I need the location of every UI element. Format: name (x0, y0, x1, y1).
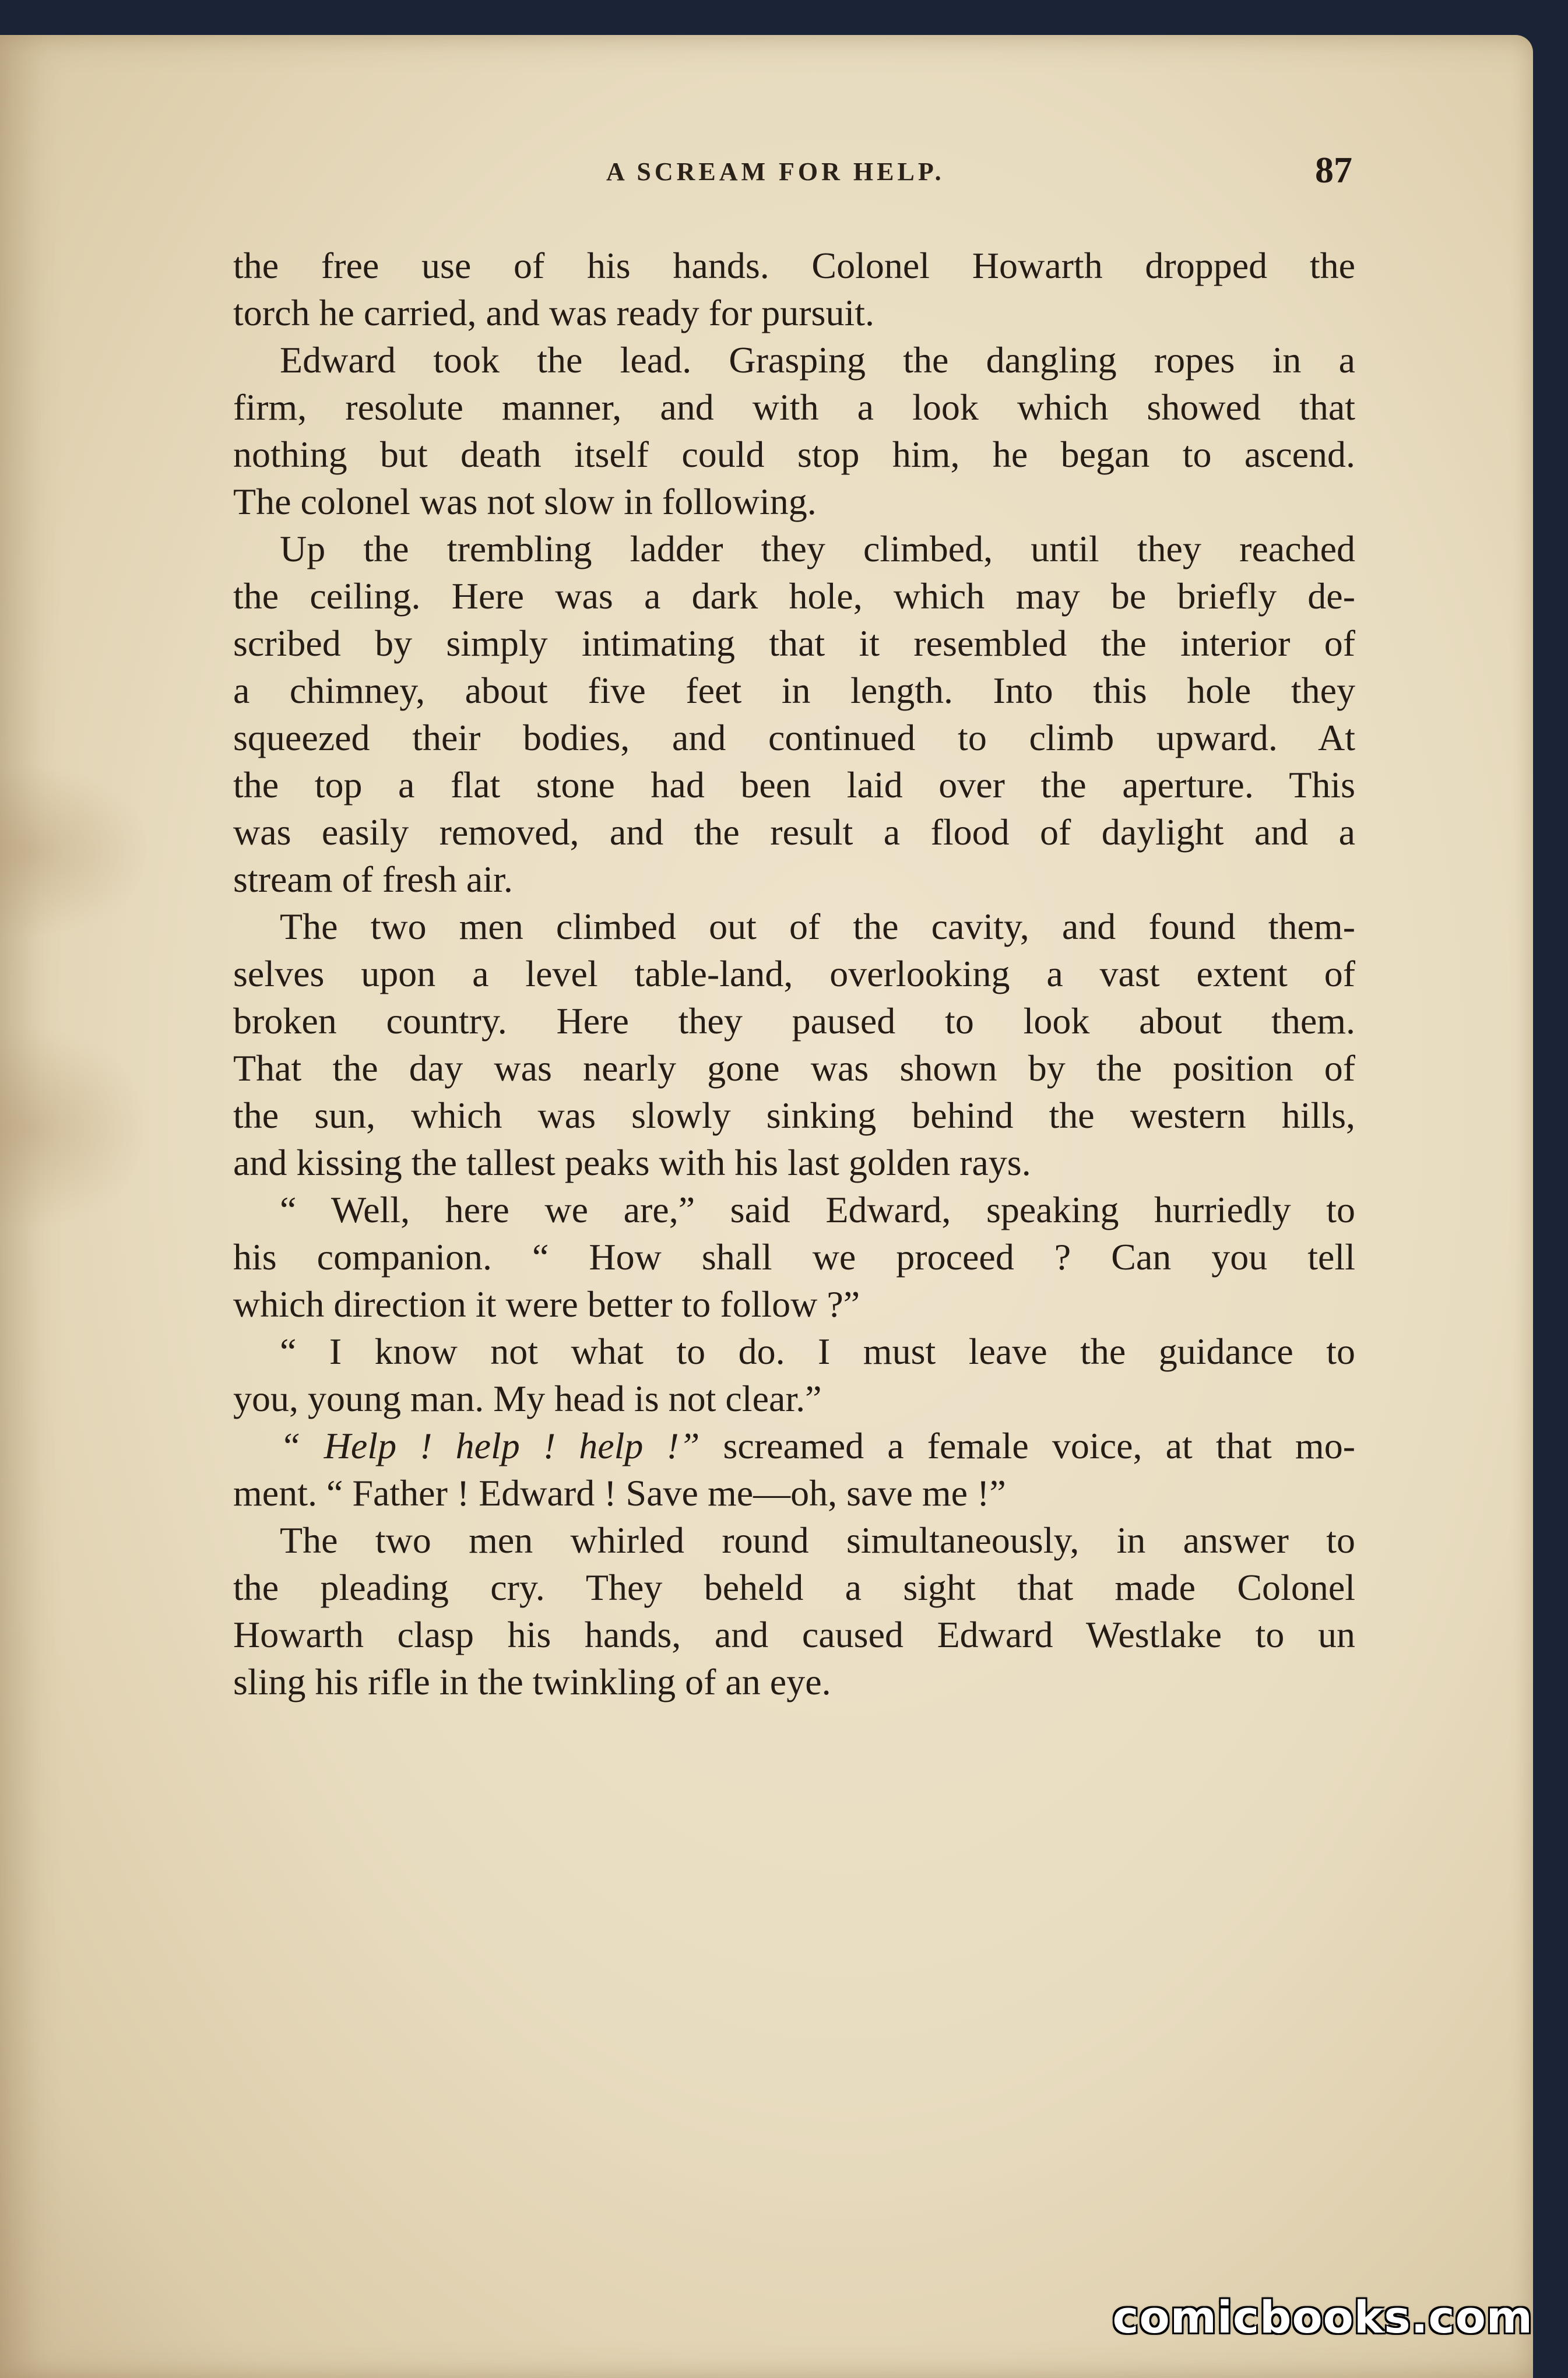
paragraph (233, 525, 1355, 903)
text-line: which direction it were better to follow ?” (233, 1283, 860, 1325)
text-line: The colonel was not slow in following. (233, 481, 817, 522)
running-head (233, 149, 1352, 201)
italic-exclamation: “ Help ! help ! help !” (280, 1425, 700, 1466)
text-line (233, 1422, 1355, 1469)
text-line: a chimney, about five feet in length. Into this hole they (233, 670, 1355, 711)
paper-stain (0, 764, 152, 938)
paragraph (233, 1186, 1355, 1328)
paragraph (233, 336, 1355, 525)
text-line: and kissing the tallest peaks with his last golden rays. (233, 1142, 1031, 1183)
watermark: comicbooks.com (1112, 2291, 1533, 2343)
text-line: squeezed their bodies, and continued to climb upward. At (233, 717, 1355, 758)
body-text (233, 242, 1355, 1705)
text-line: stream of fresh air. (233, 859, 513, 900)
paragraph (233, 1422, 1355, 1517)
text-line: “ Well, here we are,” said Edward, speaking hurriedly to (280, 1189, 1355, 1230)
text-line: you, young man. My head is not clear.” (233, 1378, 822, 1419)
text-line: broken country. Here they paused to look about them. (233, 1000, 1355, 1042)
text-span: screamed a female voice, at that mo- (699, 1425, 1355, 1466)
text-line: “ I know not what to do. I must leave the guidance to (280, 1331, 1355, 1372)
text-line: Howarth clasp his hands, and caused Edward Westlake to un (233, 1614, 1355, 1655)
page-number: 87 (1315, 149, 1352, 191)
text-line: That the day was nearly gone was shown by the position of (233, 1047, 1355, 1089)
paragraph (233, 1517, 1355, 1705)
text-line: The two men whirled round simultaneously, in answer to (280, 1519, 1355, 1561)
text-line: the pleading cry. They beheld a sight that made Colonel (233, 1567, 1355, 1608)
text-line: scribed by simply intimating that it resembled the interior of (233, 622, 1355, 664)
text-line: The two men climbed out of the cavity, and found them- (280, 906, 1355, 947)
text-line: nothing but death itself could stop him, he began to ascend. (233, 434, 1355, 475)
paragraph (233, 242, 1355, 336)
text-line: torch he carried, and was ready for pursuit. (233, 292, 874, 333)
text-line: his companion. “ How shall we proceed ? Can you tell (233, 1236, 1355, 1278)
book-page (0, 35, 1533, 2378)
text-line: Up the trembling ladder they climbed, until they reached (280, 528, 1355, 569)
text-line: was easily removed, and the result a flood of daylight and a (233, 811, 1355, 853)
paragraph (233, 903, 1355, 1186)
text-line: selves upon a level table-land, overlooking a vast extent of (233, 953, 1355, 994)
running-title: A SCREAM FOR HELP. (606, 157, 945, 186)
text-line: Edward took the lead. Grasping the dangling ropes in a (280, 339, 1355, 381)
text-line: the ceiling. Here was a dark hole, which may be briefly de- (233, 575, 1355, 617)
text-line: the top a flat stone had been laid over the aperture. This (233, 764, 1355, 805)
text-line: the free use of his hands. Colonel Howarth dropped the (233, 245, 1355, 286)
paper-stain (0, 1026, 152, 1230)
text-line: ment. “ Father ! Edward ! Save me—oh, save me !” (233, 1472, 1006, 1514)
text-line: firm, resolute manner, and with a look which showed that (233, 386, 1355, 428)
paragraph (233, 1328, 1355, 1422)
text-line: the sun, which was slowly sinking behind the western hills, (233, 1095, 1355, 1136)
text-line: sling his rifle in the twinkling of an eye. (233, 1661, 831, 1702)
